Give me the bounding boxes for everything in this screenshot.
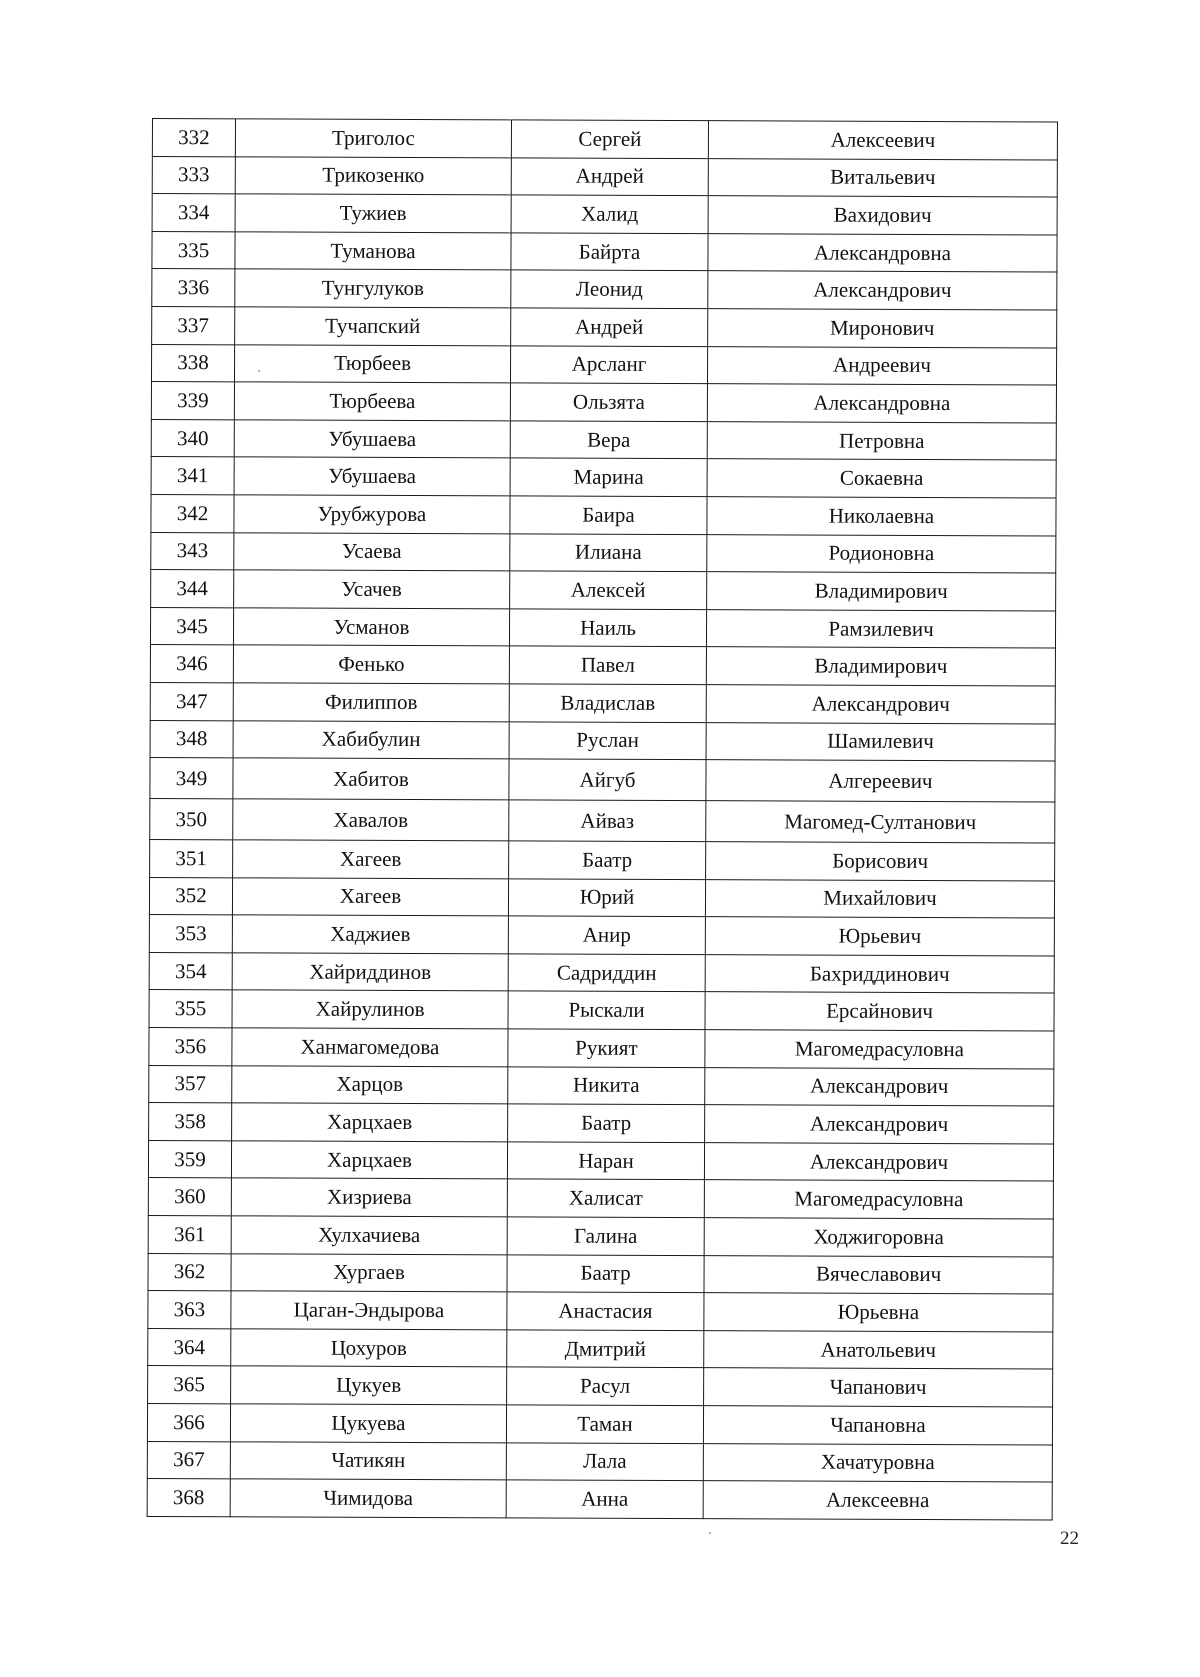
table-row	[151, 494, 1056, 535]
table-row	[150, 758, 1055, 802]
patronymic: Анатольевич	[704, 1330, 1053, 1369]
row-number: 363	[148, 1291, 231, 1329]
table-row	[152, 156, 1057, 197]
row-number: 347	[150, 682, 233, 720]
last-name: Хабитов	[233, 758, 509, 800]
last-name: Хаджиев	[232, 915, 508, 954]
row-number: 340	[151, 419, 234, 457]
row-number: 360	[148, 1178, 231, 1216]
first-name: Марина	[510, 458, 707, 496]
last-name: Хулхачиева	[231, 1216, 507, 1255]
last-name: Чимидова	[230, 1479, 506, 1518]
row-number: 349	[150, 758, 233, 799]
last-name: Усманов	[233, 608, 509, 647]
last-name: Усачев	[234, 570, 510, 609]
last-name: Хайрулинов	[232, 990, 508, 1029]
last-name: Харцов	[232, 1065, 508, 1104]
first-name: Баатр	[507, 1254, 704, 1292]
table-row	[150, 645, 1055, 686]
last-name: Чатикян	[230, 1441, 506, 1480]
first-name: Баатр	[508, 1104, 705, 1142]
table-row	[149, 915, 1054, 956]
table-row	[147, 1403, 1052, 1444]
last-name: Убушаева	[234, 420, 510, 459]
first-name: Андрей	[511, 157, 708, 195]
first-name: Руслан	[509, 721, 706, 759]
first-name: Леонид	[511, 270, 708, 308]
row-number: 361	[148, 1216, 231, 1254]
patronymic: Александрович	[705, 1067, 1054, 1106]
table-row	[149, 952, 1054, 993]
first-name: Юрий	[508, 879, 705, 917]
patronymic: Александрович	[704, 1142, 1053, 1181]
patronymic: Алексеевич	[708, 121, 1057, 160]
last-name: Ханмагомедова	[232, 1028, 508, 1067]
names-table	[147, 118, 1058, 1520]
row-number: 335	[152, 231, 235, 269]
patronymic: Александрович	[708, 271, 1057, 310]
first-name: Наран	[507, 1142, 704, 1180]
table-row	[152, 231, 1057, 272]
patronymic: Родионовна	[707, 534, 1056, 573]
table-row	[148, 1366, 1053, 1407]
last-name: Усаева	[234, 532, 510, 571]
patronymic: Алгереевич	[706, 760, 1055, 802]
table-row	[152, 119, 1057, 160]
row-number: 332	[152, 119, 235, 157]
table-row	[150, 840, 1055, 881]
table-row	[150, 799, 1055, 843]
row-number: 358	[149, 1103, 232, 1141]
table-row	[148, 1178, 1053, 1219]
last-name: Харцхаев	[231, 1141, 507, 1180]
first-name: Айгуб	[509, 759, 706, 801]
first-name: Павел	[509, 646, 706, 684]
row-number: 353	[149, 915, 232, 953]
patronymic: Юрьевна	[704, 1293, 1053, 1332]
first-name: Баира	[510, 496, 707, 534]
first-name: Халисат	[507, 1179, 704, 1217]
first-name: Лала	[506, 1442, 703, 1480]
row-number: 355	[149, 990, 232, 1028]
first-name: Владислав	[509, 684, 706, 722]
first-name: Вера	[510, 421, 707, 459]
row-number: 359	[148, 1140, 231, 1178]
patronymic: Шамилевич	[706, 722, 1055, 761]
patronymic: Сокаевна	[707, 459, 1056, 498]
table-row	[149, 877, 1054, 918]
patronymic: Магомедрасуловна	[704, 1180, 1053, 1219]
first-name: Расул	[507, 1367, 704, 1405]
first-name: Никита	[508, 1067, 705, 1105]
patronymic: Александровна	[708, 233, 1057, 272]
patronymic: Андреевич	[707, 346, 1056, 385]
last-name: Тюрбеева	[234, 382, 510, 421]
row-number: 341	[151, 457, 234, 495]
first-name: Садриддин	[508, 954, 705, 992]
first-name: Дмитрий	[507, 1330, 704, 1368]
last-name: Хайриддинов	[232, 953, 508, 992]
first-name: Анир	[508, 916, 705, 954]
patronymic: Александрович	[706, 685, 1055, 724]
page-number: 22	[1060, 1528, 1079, 1549]
row-number: 352	[149, 877, 232, 915]
patronymic: Алексеевна	[703, 1481, 1052, 1520]
patronymic: Витальевич	[708, 158, 1057, 197]
first-name: Галина	[507, 1217, 704, 1255]
row-number: 362	[148, 1253, 231, 1291]
last-name: Хагеев	[232, 878, 508, 917]
first-name: Анастасия	[507, 1292, 704, 1330]
patronymic: Николаевна	[707, 497, 1056, 536]
row-number: 350	[150, 799, 233, 840]
row-number: 351	[150, 840, 233, 878]
row-number: 364	[148, 1328, 231, 1366]
last-name: Цукуева	[230, 1404, 506, 1443]
first-name: Алексей	[510, 571, 707, 609]
last-name: Хагеев	[233, 840, 509, 879]
patronymic: Вячеславович	[704, 1255, 1053, 1294]
last-name: Харцхаев	[232, 1103, 508, 1142]
last-name: Триголос	[235, 119, 511, 158]
row-number: 344	[151, 570, 234, 608]
patronymic: Миронович	[708, 309, 1057, 348]
row-number: 368	[147, 1479, 230, 1517]
row-number: 357	[149, 1065, 232, 1103]
patronymic: Рамзилевич	[706, 609, 1055, 648]
last-name: Цаган-Эндырова	[231, 1291, 507, 1330]
table-row	[149, 1103, 1054, 1144]
table-row	[150, 682, 1055, 723]
first-name: Андрей	[511, 308, 708, 346]
row-number: 348	[150, 720, 233, 758]
patronymic: Чапановна	[703, 1406, 1052, 1445]
first-name: Наиль	[509, 609, 706, 647]
table-row	[148, 1216, 1053, 1257]
patronymic: Владимирович	[706, 647, 1055, 686]
table-row	[151, 570, 1056, 611]
row-number: 366	[147, 1403, 230, 1441]
table-row	[147, 1479, 1052, 1520]
last-name: Тюрбеев	[234, 344, 510, 383]
last-name: Тунгулуков	[235, 269, 511, 308]
last-name: Хавалов	[233, 799, 509, 841]
row-number: 346	[150, 645, 233, 683]
patronymic: Чапанович	[704, 1368, 1053, 1407]
first-name: Айваз	[509, 800, 706, 842]
patronymic: Магомед-Султанович	[706, 801, 1055, 843]
row-number: 338	[151, 344, 234, 382]
table-row	[148, 1253, 1053, 1294]
row-number: 334	[152, 194, 235, 232]
patronymic: Юрьевич	[705, 917, 1054, 956]
patronymic: Магомедрасуловна	[705, 1030, 1054, 1069]
patronymic: Петровна	[707, 421, 1056, 460]
first-name: Таман	[506, 1405, 703, 1443]
table-row	[152, 269, 1057, 310]
row-number: 337	[152, 306, 235, 344]
first-name: Байрта	[511, 233, 708, 271]
names-table-body	[147, 119, 1057, 1520]
scan-speck	[709, 1532, 711, 1534]
patronymic: Александрович	[705, 1105, 1054, 1144]
patronymic: Михайлович	[705, 879, 1054, 918]
first-name: Арсланг	[510, 345, 707, 383]
row-number: 354	[149, 952, 232, 990]
last-name: Хургаев	[231, 1253, 507, 1292]
table-row	[148, 1291, 1053, 1332]
patronymic: Владимирович	[707, 572, 1056, 611]
patronymic: Ходжигоровна	[704, 1218, 1053, 1257]
last-name: Фенько	[233, 645, 509, 684]
row-number: 333	[152, 156, 235, 194]
row-number: 343	[151, 532, 234, 570]
table-row	[152, 194, 1057, 235]
table-row	[152, 306, 1057, 347]
row-number: 336	[152, 269, 235, 307]
table-row	[149, 1028, 1054, 1069]
first-name: Ользята	[510, 383, 707, 421]
table-row	[150, 607, 1055, 648]
patronymic: Борисович	[706, 842, 1055, 881]
patronymic: Бахриддинович	[705, 955, 1054, 994]
table-row	[151, 419, 1056, 460]
row-number: 342	[151, 494, 234, 532]
last-name: Хизриева	[231, 1178, 507, 1217]
patronymic: Александровна	[707, 384, 1056, 423]
table-row	[151, 457, 1056, 498]
table-row	[151, 344, 1056, 385]
first-name: Сергей	[511, 120, 708, 158]
row-number: 365	[148, 1366, 231, 1404]
first-name: Рукият	[508, 1029, 705, 1067]
first-name: Анна	[506, 1480, 703, 1518]
last-name: Тучапский	[235, 307, 511, 346]
table-row	[151, 532, 1056, 573]
table-row	[150, 720, 1055, 761]
row-number: 367	[147, 1441, 230, 1479]
first-name: Баатр	[509, 841, 706, 879]
last-name: Филиппов	[233, 683, 509, 722]
last-name: Убушаева	[234, 457, 510, 496]
scan-speck	[258, 370, 260, 372]
table-row	[148, 1140, 1053, 1181]
table-row	[149, 1065, 1054, 1106]
table-row	[148, 1328, 1053, 1369]
last-name: Цохуров	[231, 1329, 507, 1368]
last-name: Хабибулин	[233, 720, 509, 759]
last-name: Урубжурова	[234, 495, 510, 534]
row-number: 345	[150, 607, 233, 645]
last-name: Тужиев	[235, 194, 511, 233]
table-row	[149, 990, 1054, 1031]
first-name: Илиана	[510, 533, 707, 571]
last-name: Цукуев	[231, 1366, 507, 1405]
first-name: Халид	[511, 195, 708, 233]
row-number: 356	[149, 1028, 232, 1066]
patronymic: Ерсайнович	[705, 992, 1054, 1031]
last-name: Туманова	[235, 232, 511, 271]
patronymic: Хачатуровна	[703, 1443, 1052, 1482]
first-name: Рыскали	[508, 991, 705, 1029]
row-number: 339	[151, 382, 234, 420]
table-row	[151, 382, 1056, 423]
last-name: Трикозенко	[235, 156, 511, 195]
patronymic: Вахидович	[708, 196, 1057, 235]
table-row	[147, 1441, 1052, 1482]
